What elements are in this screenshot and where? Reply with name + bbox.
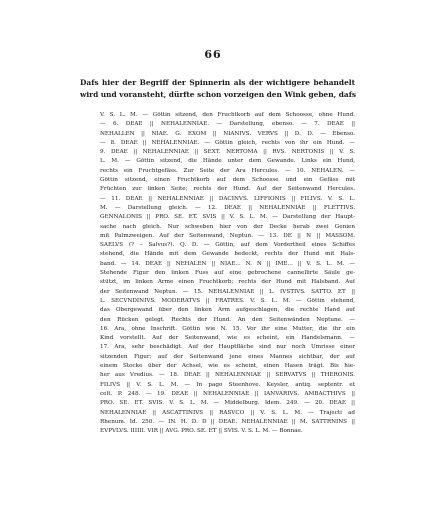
text-line: sitzenden Figur; auf der Seitenwand jene eines Mannes sichtbar, der auf (100, 353, 355, 360)
text-line: Rhenum. Id. 250. — IN. H. D. D || DEAE. NEHALENNIAE || M. SATTRNINS || (100, 418, 355, 425)
text-line: L. M. — Göttin sitzend, die Hände unter dem Gewande. Links ein Hund, (100, 158, 355, 165)
text-line: 16. Ara, ohne Inschrift. Göttin wie N. 15. Vor ihr eine Mutter, die ihr ein (100, 325, 355, 332)
text-line: NEHALENNIAE || ASCATTINIVS || RASVCO || V. S. L. M. — Trajecti ad (100, 409, 355, 416)
text-line: M. — Darstellung gleich. — 12. DEAE || NEHALENNIAE || FLETTIVS. (100, 204, 355, 211)
intro-line: Dafs hier der Begriff der Spinnerin als der wichtigere behandelt (80, 78, 355, 87)
text-line: band. — 14. DEAE || NEHALEN || NIAE... N. N || IME... || V. S. L. M. — (100, 260, 355, 267)
text-line: stützt, im linken Arme einen Fruchtkorb; rechts der Hund mit Halsband. Auf (100, 279, 355, 286)
page-number: 66 (204, 48, 222, 61)
text-line: Kind vorstellt. Auf der Seitenwand, wie es scheint, ein Handelsmann. — (100, 335, 355, 342)
text-line: celt. P. 248. — 19. DEAE || NEHALENNIAE || IANVARIVS. AMBACTHIVS || (100, 390, 355, 397)
text-line: einem Stocke über der Achsel, wie es scheint, einen Hasen trägt. Bis hie- (100, 363, 355, 370)
text-line: V. S. L. M. — Göttin sitzend, den Fruchtkorb auf dem Schoosse, ohne Hund. (100, 112, 355, 118)
text-line: GENNALONIS || PRO. SE. ET. SVIS || V. S. L. M. — Darstellung der Haupt- (100, 214, 355, 221)
text-line: rechts ein Fruchtgefäss. Zur Seite der Ara Hercules. — 10. NEHALEN. — (100, 167, 355, 174)
text-line: L. SECVNDINIVS. MODERATVS || FRATRES. V. S. L. M. — Göttin stehend, (100, 297, 355, 304)
text-line: FILIVS || V. S. L. M. — In pago Steenhove. Keysler, antiq. septentr. et (100, 381, 355, 388)
text-line: stehend, die Hände mit dem Gewande bedeckt, rechts der Hund mit Hals- (100, 251, 355, 258)
text-line: das Obergewand über den linken Arm aufgeschlagen, die rechte Hand auf (100, 307, 355, 314)
text-line: EVPVLVS. IIIIII. VIR || AVG. PRO. SE. ET || SVIS. V. S. L. M. — Bonnae. (100, 428, 303, 435)
text-line: NEHALLEN || NIAE. G. EXOM || NIANIVS. VERVS || D. D. — Ebenso. (100, 130, 355, 137)
text-line: Stehende Figur den linken Fuss auf eine gebrochene cannellirte Säule ge- (100, 270, 355, 277)
text-line: Früchten zur linken Seite; rechts der Hund. Auf der Seitenwand Hercules. (100, 186, 355, 193)
text-line: 9. DEAE || NEHALENNIAE || SEXT. NERTOMA || RVS. NERTONIS || V. S. (100, 149, 355, 156)
text-line: her aus Vredius. — 18. DEAE || NEHALENNIAE || SERVATVS || THERONIS. (100, 372, 355, 379)
text-line: mit Palmzweigen. Auf der Seitenwand, Neptun. — 13. DE || N || MASSOM. (100, 232, 355, 239)
text-line: — 11. DEAE || NEHALENNIAE || DACINVS. LIFFIONIS || FILIVS. V. S. L. (100, 195, 355, 202)
text-line: den Rücken gelegt. Rechts der Hund. An den Seitenwänden Neptune. — (100, 316, 355, 323)
text-line: der Seitenwand Neptun. — 15. NEHALENNIAE || L. IVSTIVS. SATTO. ET || (100, 288, 355, 295)
text-line: — 6. DEAE || NEHALENNIAE. — Darstellung, ebenso. — 7. DEAE || (100, 121, 355, 128)
text-line: 17. Ara, sehr beschädigt. Auf der Hauptfläche sind nur noch Umrisse einer (100, 344, 355, 351)
text-line: PRO. SE. ET. SVIS. V. S. L. M. — Middelburg. Idem. 249. — 20. DEAE || (100, 400, 355, 407)
text-line: SAELVS (? – Salvus?). Q. D. — Göttin, auf dem Vordertheil eines Schiffes (100, 242, 355, 249)
intro-paragraph (80, 77, 355, 101)
intro-line: wird und voransteht, dürfte schon vorzeigen den Wink geben, dafs (80, 90, 357, 99)
text-line: Göttin sitzend, einen Fruchtkorb auf dem Schoosse und ein Gefäss mit (100, 177, 355, 184)
body-paragraph (100, 111, 355, 436)
text-line: sache nach gleich. Nur schweben hier von der Decke herab zwei Genien (100, 223, 355, 230)
text-line: — 8. DEAE || NEHALENNIAE. — Göttin gleich, rechts von ihr ein Hund. — (100, 139, 355, 146)
